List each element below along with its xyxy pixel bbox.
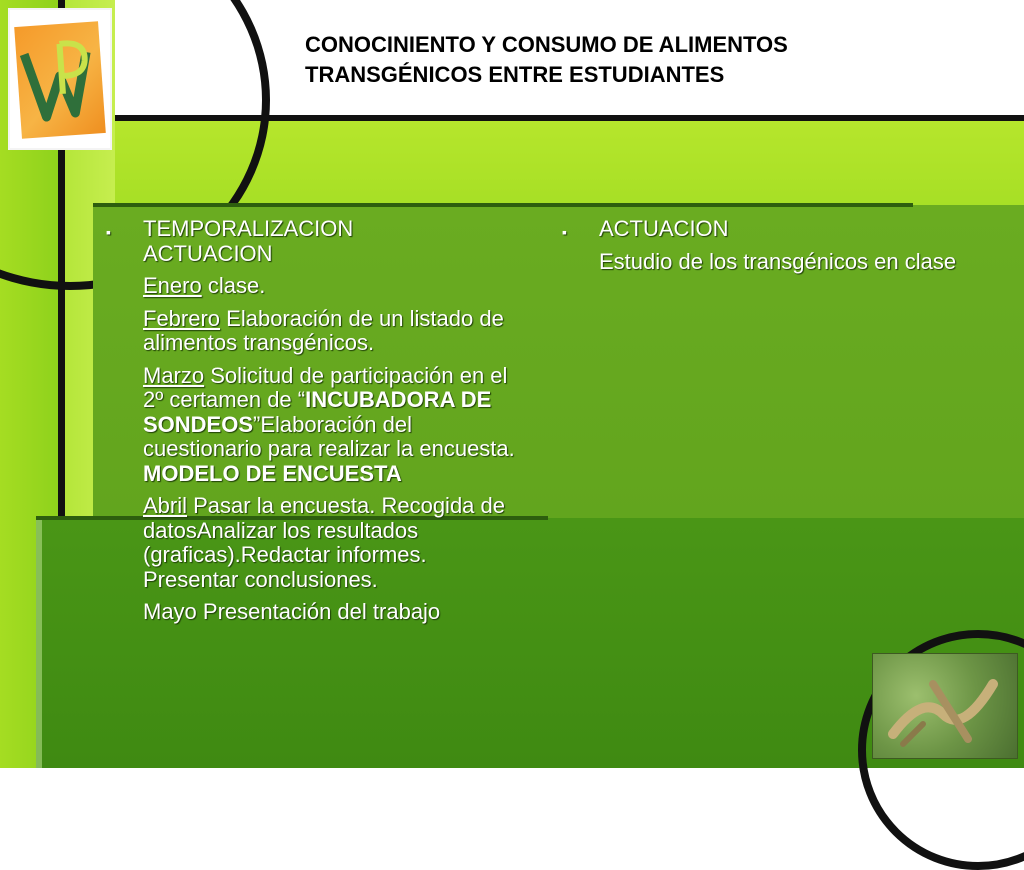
right-heading	[562, 217, 982, 242]
slide-title	[305, 30, 945, 90]
month-abril: Abril	[143, 493, 188, 518]
text-marzo-bold-2: MODELO DE ENCUESTA	[143, 460, 402, 486]
month-febrero: Febrero	[143, 305, 221, 331]
title-line-1: CONOCINIENTO Y CONSUMO DE ALIMENTOS	[305, 32, 788, 57]
green-transgenic-photo-icon	[872, 653, 1018, 759]
item-enero	[106, 274, 516, 299]
item-mayo: Mayo Presentación del trabajo	[143, 599, 441, 624]
left-heading-line-1: TEMPORALIZACION	[143, 216, 354, 241]
panel-top-rule	[93, 203, 913, 207]
month-marzo: Marzo	[143, 362, 205, 388]
item-abril	[106, 494, 516, 592]
left-column	[106, 217, 516, 633]
right-column	[562, 217, 982, 282]
orange-wp-logo-icon	[14, 21, 106, 139]
text-enero: clase.	[201, 273, 266, 298]
month-enero: Enero	[143, 273, 202, 298]
text-abril: Pasar la encuesta. Recogida de datosAnalizar los resultados (graficas).Redactar informes. Presentar conclusiones.	[143, 493, 505, 592]
title-line-2: TRANSGÉNICOS ENTRE ESTUDIANTES	[305, 62, 725, 87]
lower-panel-edge	[36, 518, 42, 768]
text-marzo-2: ”Elaboración del cuestionario para realizar la encuesta.	[143, 411, 515, 461]
bullet-icon: ▪	[106, 224, 111, 240]
right-heading-text: ACTUACION	[599, 216, 729, 241]
text-marzo-1: Solicitud de participación en el 2º certamen de “	[143, 362, 508, 412]
bullet-icon: ▪	[562, 224, 567, 240]
left-heading	[106, 217, 516, 266]
item-febrero	[106, 307, 516, 356]
right-body-text: Estudio de los transgénicos en clase	[599, 248, 957, 274]
text-febrero: Elaboración de un listado de alimentos transgénicos.	[143, 305, 504, 355]
text-marzo-bold-1: INCUBADORA DE SONDEOS	[143, 387, 492, 437]
item-marzo	[106, 364, 516, 487]
left-heading-line-2: ACTUACION	[143, 240, 273, 266]
logo-card	[10, 10, 110, 148]
